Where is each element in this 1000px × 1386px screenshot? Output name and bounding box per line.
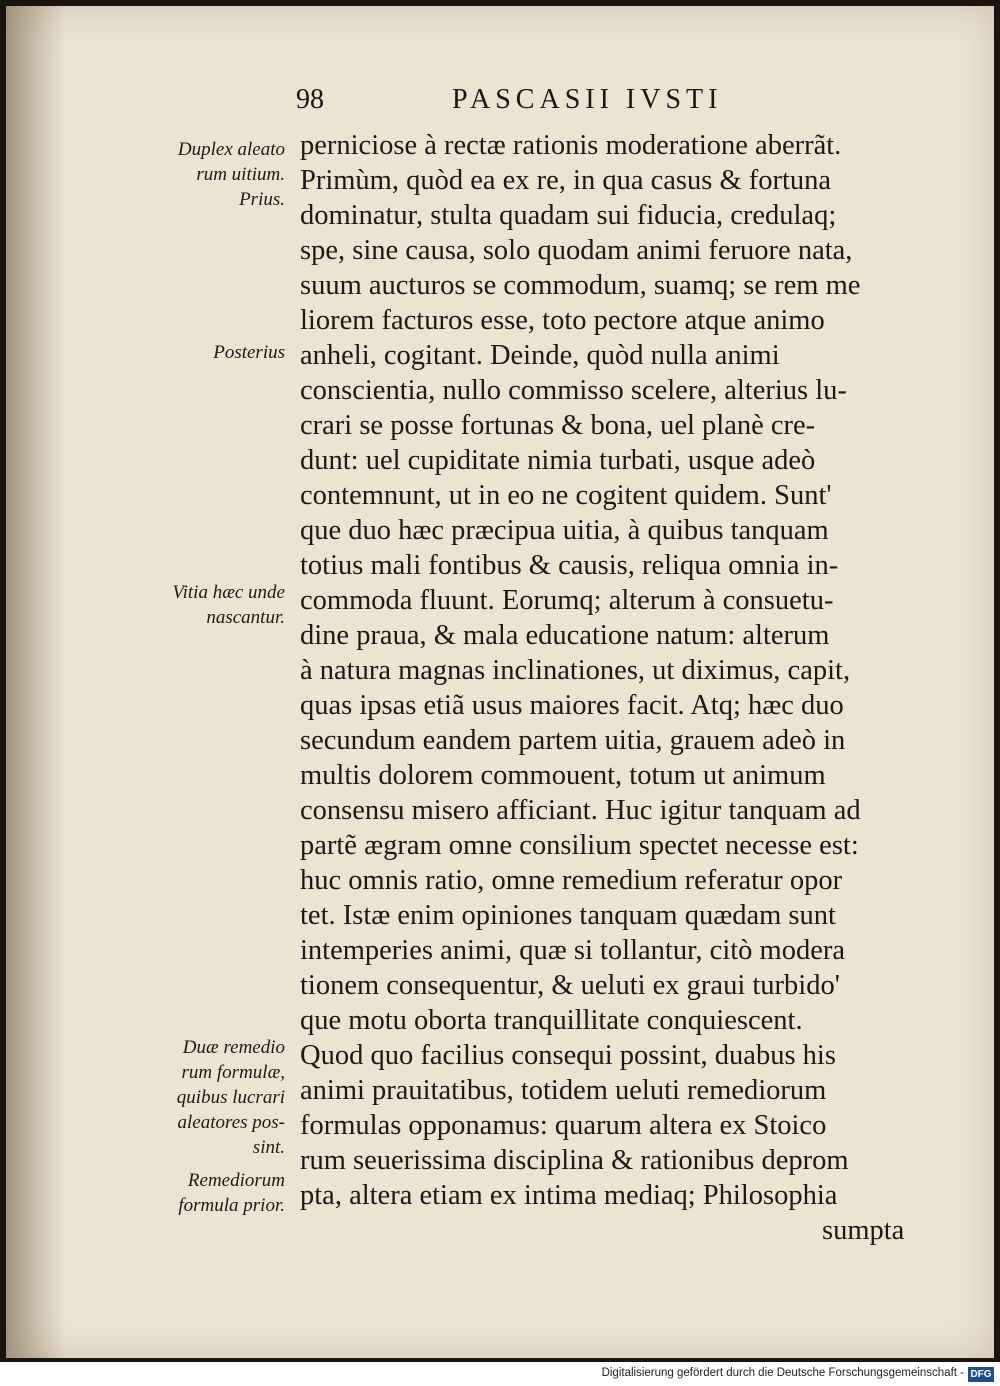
text-line: que motu oborta tranquillitate conquiescent. <box>300 1005 803 1036</box>
main-text-block <box>300 128 920 1248</box>
text-line: huc omnis ratio, omne remedium referatur opor <box>300 865 843 896</box>
marginal-note-line: rum formulæ, <box>181 1062 285 1083</box>
text-line: formulas opponamus: quarum altera ex Stoico <box>300 1110 827 1141</box>
text-line: totius mali fontibus & causis, reliqua omnia in- <box>300 550 839 581</box>
marginal-note-posterius <box>145 340 285 365</box>
text-line: conscientia, nullo commisso scelere, alterius lu- <box>300 375 847 406</box>
digitization-footer <box>0 1364 1000 1386</box>
text-line: contemnunt, ut in eo ne cogitent quidem. Sunt' <box>300 480 832 511</box>
text-line: perniciose à rectæ rationis moderatione aberrãt. <box>300 130 842 161</box>
text-line: pta, altera etiam ex intima mediaq; Philosophia <box>300 1180 838 1211</box>
text-line: que duo hæc præcipua uitia, à quibus tanquam <box>300 515 829 546</box>
marginal-note-duae <box>145 1035 285 1160</box>
running-head: PASCASII IVSTI <box>452 84 723 115</box>
marginal-note-line: formula prior. <box>178 1195 285 1216</box>
text-line: liorem facturos esse, toto pectore atque animo <box>300 305 825 336</box>
text-line: spe, sine causa, solo quodam animi feruore nata, <box>300 235 853 266</box>
text-line: dominatur, stulta quadam sui fiducia, credulaq; <box>300 200 837 231</box>
marginal-note-vitia <box>145 580 285 630</box>
catchword: sumpta <box>822 1215 905 1246</box>
marginal-note-line: Vitia hæc unde <box>172 582 285 603</box>
text-line: à natura magnas inclinationes, ut diximus, capit, <box>300 655 851 686</box>
dfg-logo: DFG <box>968 1367 994 1382</box>
text-line: partẽ ægram omne consilium spectet necesse est: <box>300 830 859 861</box>
marginal-note-line: sint. <box>252 1137 285 1158</box>
text-line: tionem consequentur, & ueluti ex graui turbido' <box>300 970 840 1001</box>
text-line: consensu misero afficiant. Huc igitur tanquam ad <box>300 795 861 826</box>
text-line: commoda fluunt. Eorumq; alterum à consuetu- <box>300 585 834 616</box>
text-line: crari se posse fortunas & bona, uel planè cre- <box>300 410 816 441</box>
marginal-note-line: nascantur. <box>206 607 285 628</box>
text-line: quas ipsas etiã usus maiores facit. Atq; hæc duo <box>300 690 844 721</box>
marginal-note-remediorum <box>145 1168 285 1218</box>
text-line: suum aucturos se commodum, suamq; se rem me <box>300 270 861 301</box>
marginal-note-duplex <box>145 137 285 212</box>
text-line: secundum eandem partem uitia, grauem adeò in <box>300 725 846 756</box>
marginal-note-line: quibus lucrari <box>176 1087 285 1108</box>
page-gutter-shadow <box>6 6 66 1358</box>
text-line: Primùm, quòd ea ex re, in qua casus & fortuna <box>300 165 832 196</box>
text-line: rum seuerissima disciplina & rationibus deprom <box>300 1145 849 1176</box>
page-number: 98 <box>296 84 324 115</box>
marginal-note-line: Remediorum <box>187 1170 285 1191</box>
funding-credit: Digitalisierung gefördert durch die Deutsche Forschungsgemeinschaft - <box>601 1367 964 1379</box>
text-line: anheli, cogitant. Deinde, quòd nulla animi <box>300 340 780 371</box>
marginal-note-line: Duplex aleato <box>177 139 285 160</box>
text-line: dine praua, & mala educatione natum: alterum <box>300 620 830 651</box>
text-line: intemperies animi, quæ si tollantur, citò modera <box>300 935 845 966</box>
marginal-note-line: Duæ remedio <box>182 1037 285 1058</box>
text-line: animi prauitatibus, totidem ueluti remediorum <box>300 1075 827 1106</box>
text-line: tet. Istæ enim opiniones tanquam quædam sunt <box>300 900 836 931</box>
marginal-note-line: Prius. <box>239 189 285 210</box>
text-line: Quod quo facilius consequi possint, duabus his <box>300 1040 836 1071</box>
text-line: dunt: uel cupiditate nimia turbati, usque adeò <box>300 445 816 476</box>
marginal-note-line: Posterius <box>213 342 285 363</box>
marginal-note-line: aleatores pos- <box>177 1112 285 1133</box>
marginal-note-line: rum uitium. <box>196 164 285 185</box>
text-line: multis dolorem commouent, totum ut animum <box>300 760 826 791</box>
